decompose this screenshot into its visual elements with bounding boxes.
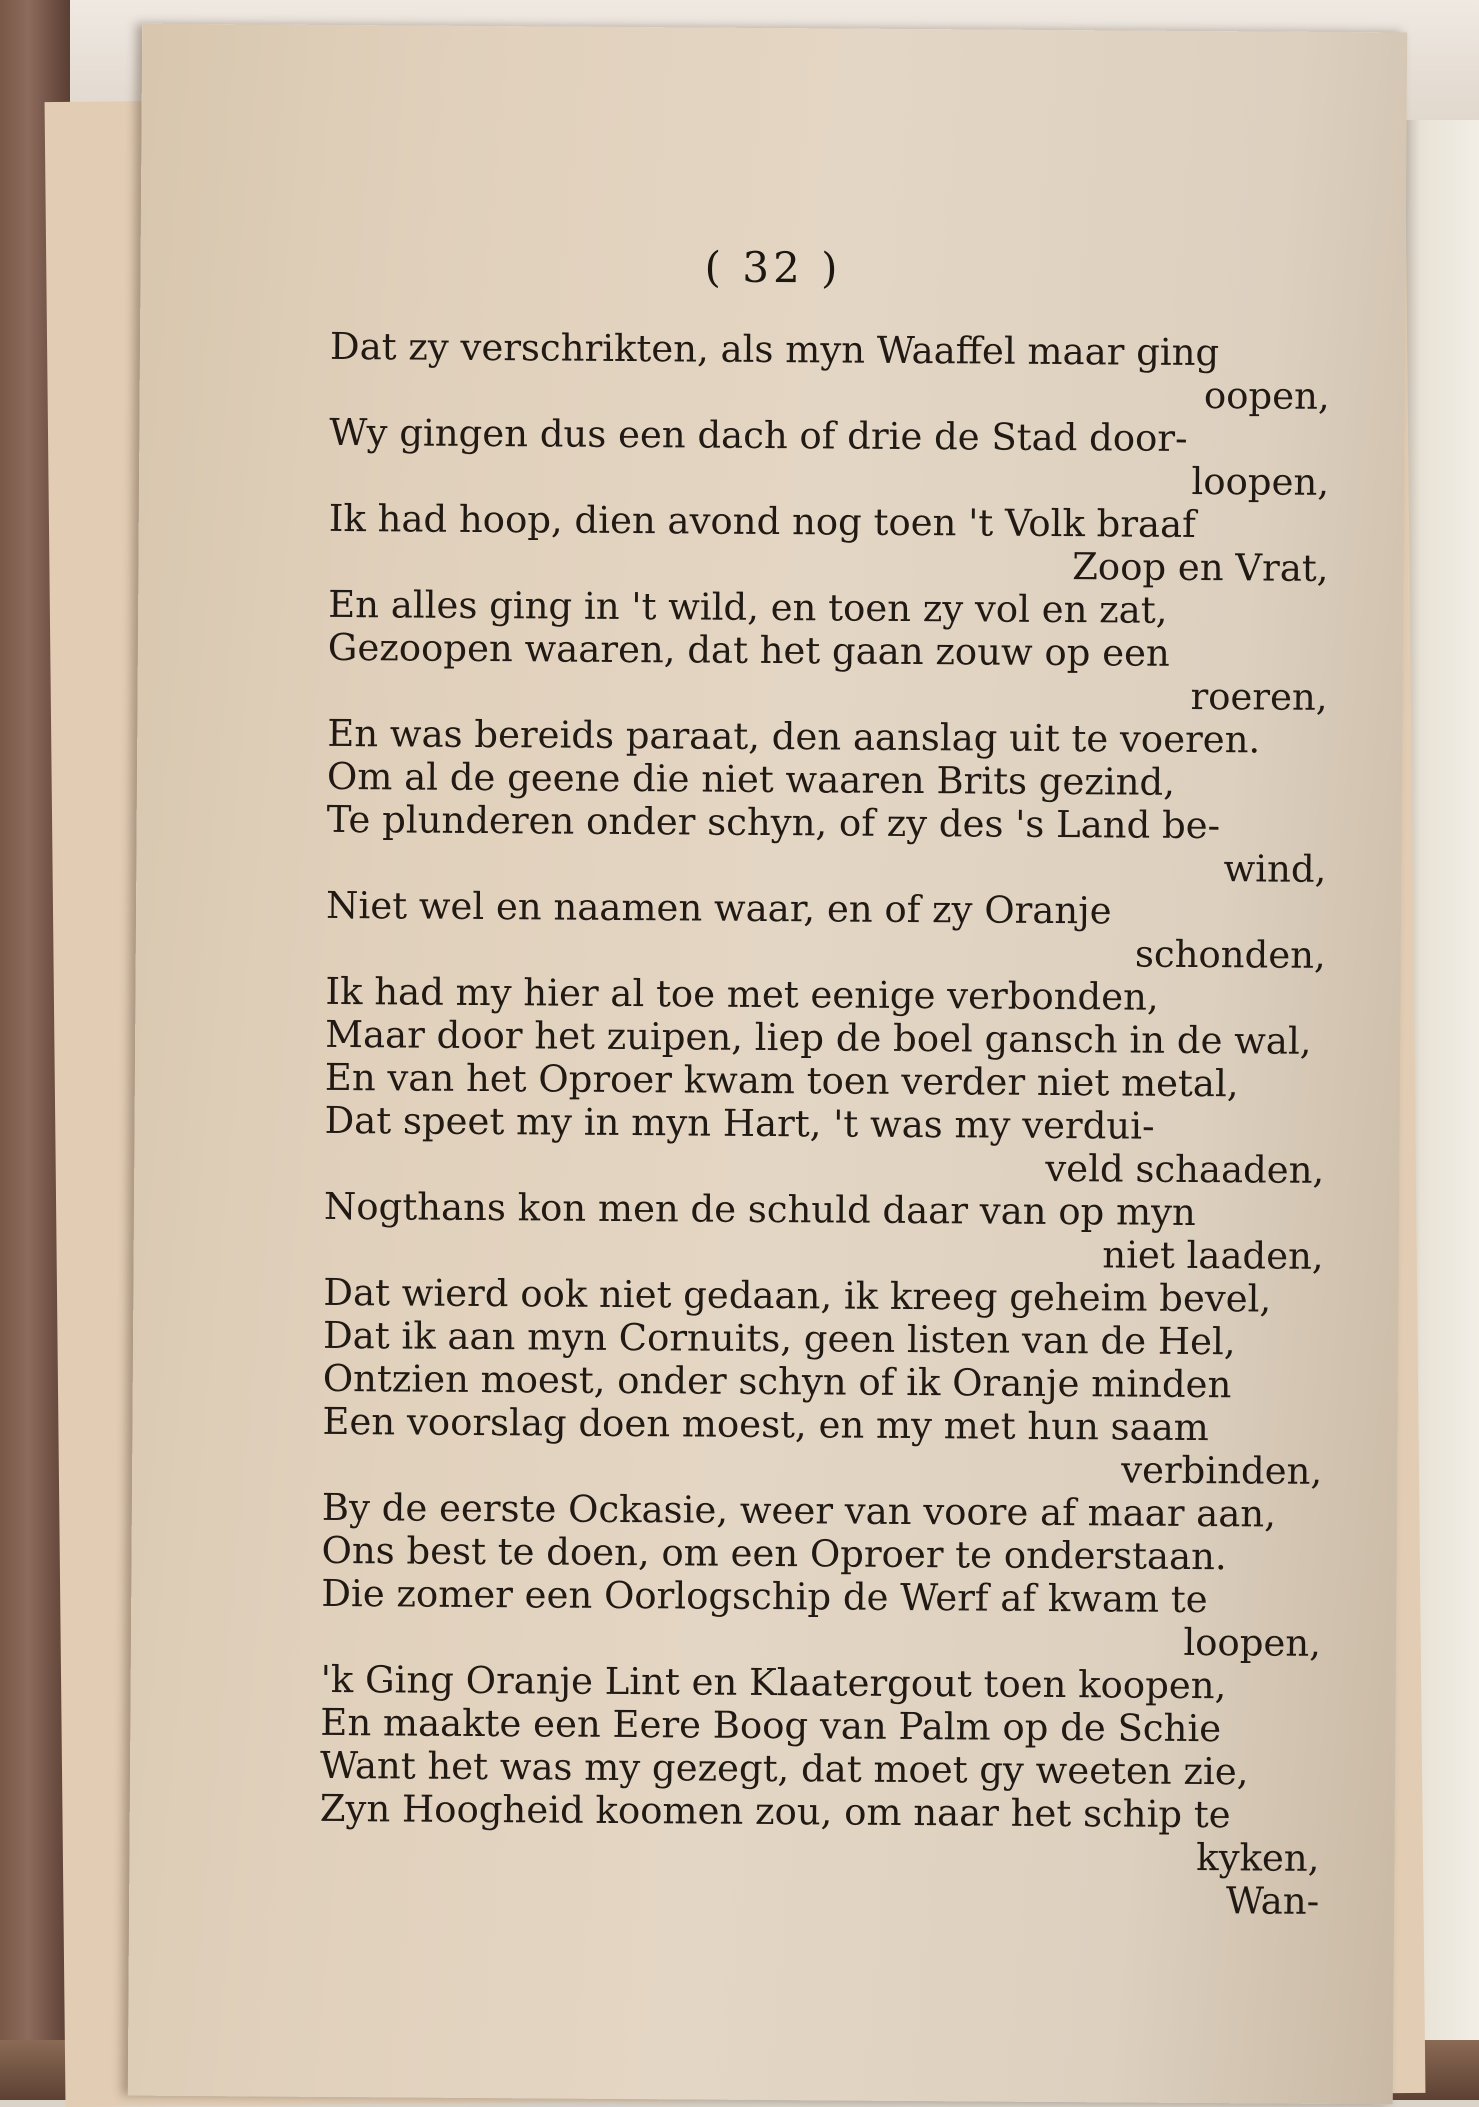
text-line: Dat ik aan myn Cornuits, geen listen van de Hel, <box>322 1313 1236 1364</box>
text-line: kyken, <box>1196 1836 1320 1880</box>
text-line: Gezoopen waaren, dat het gaan zouw op een <box>327 625 1170 675</box>
page-number: ( 32 ) <box>704 242 842 293</box>
text-line: Zyn Hoogheid koomen zou, om naar het schip te <box>319 1786 1231 1837</box>
text-line: loopen, <box>1183 1620 1322 1665</box>
text-line: oopen, <box>1203 374 1330 418</box>
text-line: Wy gingen dus een dach of drie de Stad door- <box>329 410 1188 460</box>
text-line: Dat wierd ook niet gedaan, ik kreeg geheim bevel, <box>323 1270 1272 1321</box>
text-line: Niet wel en naamen waar, en of zy Oranje <box>325 883 1112 933</box>
book-page <box>128 24 1407 2105</box>
text-line: 'k Ging Oranje Lint en Klaatergout toen koopen, <box>320 1657 1227 1708</box>
text-line: Maar door het zuipen, liep de boel gansch in de wal, <box>325 1012 1312 1063</box>
catchword: Wan- <box>1225 1879 1320 1923</box>
text-line: loopen, <box>1191 459 1330 504</box>
text-line: Te plunderen onder schyn, of zy des 's Land be- <box>326 797 1221 848</box>
text-line: En maakte een Eere Boog van Palm op de Schie <box>320 1700 1222 1751</box>
text-line: Ontzien moest, onder schyn of ik Oranje minden <box>322 1356 1232 1407</box>
text-line: Zoop en Vrat, <box>1072 545 1329 590</box>
text-line: verbinden, <box>1121 1448 1323 1493</box>
text-line: By de eerste Ockasie, weer van voore af maar aan, <box>321 1485 1277 1536</box>
text-line: En van het Oproer kwam toen verder niet metal, <box>324 1055 1239 1106</box>
text-line: Dat speet my in myn Hart, 't was my verdui- <box>324 1098 1155 1148</box>
poem-text <box>319 325 1330 1923</box>
text-line: En alles ging in 't wild, en toen zy vol en zat, <box>328 582 1168 632</box>
text-line: Een voorslag doen moest, en my met hun saam <box>322 1399 1209 1450</box>
text-line: niet laaden, <box>1102 1233 1324 1278</box>
text-line: schonden, <box>1134 932 1326 977</box>
text-line: Dat zy verschrikten, als myn Waaffel maar ging <box>329 324 1220 375</box>
text-line: Ik had my hier al toe met eenige verbonden, <box>325 969 1159 1019</box>
text-line: Want het was my gezegt, dat moet gy weeten zie, <box>319 1743 1249 1794</box>
text-line: Die zomer een Oorlogschip de Werf af kwam te <box>321 1571 1208 1622</box>
text-line: En was bereids paraat, den aanslag uit te voeren. <box>327 711 1261 762</box>
text-line: Ons best te doen, om een Oproer te onderstaan. <box>321 1528 1227 1579</box>
text-line: roeren, <box>1190 674 1328 719</box>
text-line: Om al de geene die niet waaren Brits gezind, <box>326 754 1176 804</box>
text-line: veld schaaden, <box>1045 1146 1325 1192</box>
text-line: Ik had hoop, dien avond nog toen 't Volk braaf <box>328 496 1196 546</box>
text-line: Nogthans kon men de schuld daar van op myn <box>323 1184 1196 1234</box>
text-line: wind, <box>1223 847 1327 891</box>
